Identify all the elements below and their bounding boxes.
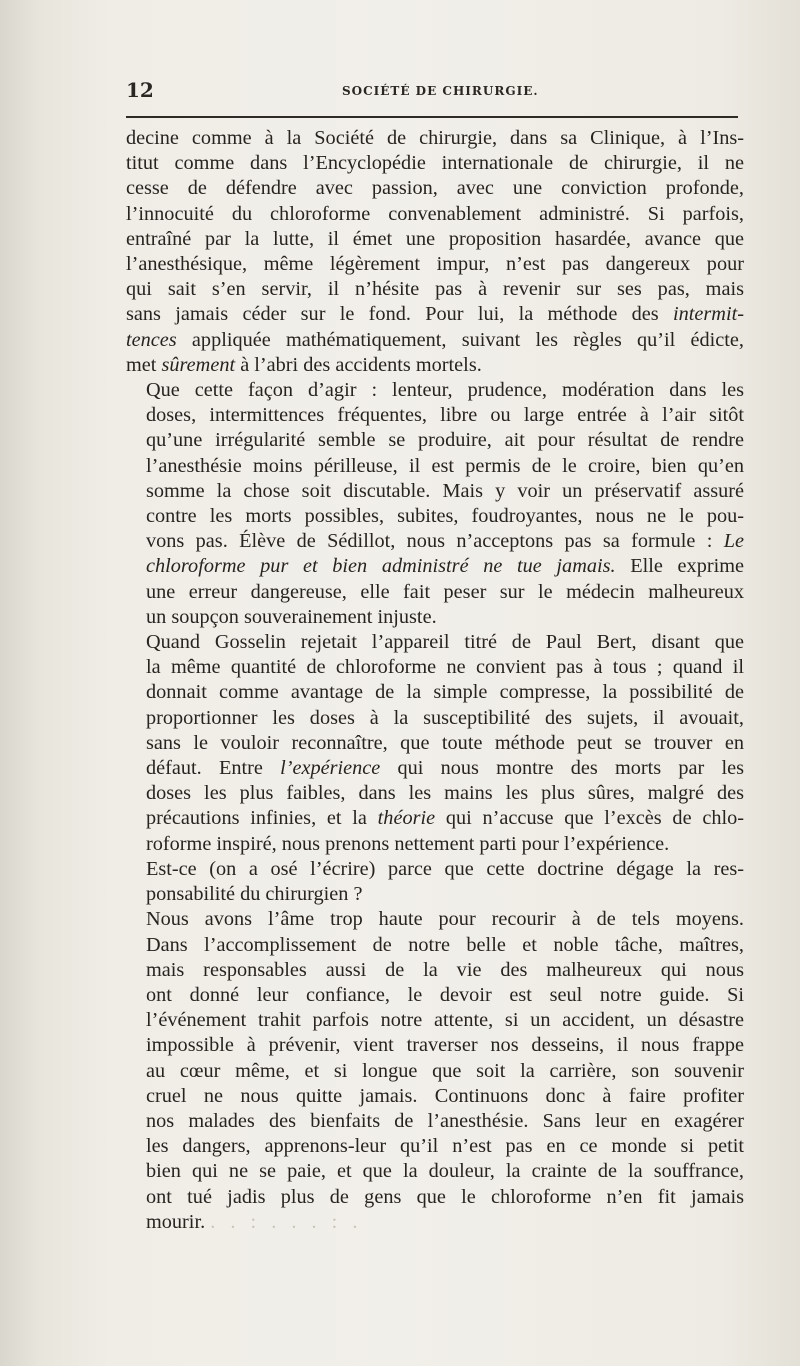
text-line: mais responsables aussi de la vie des malheureux qui nous bbox=[146, 958, 744, 981]
text-line: Quand Gosselin rejetait l’appareil titré de Paul Bert, disant que bbox=[146, 631, 744, 654]
text-line: cruel ne nous quitte jamais. Continuons donc à faire profiter bbox=[146, 1084, 744, 1107]
paragraph-3 bbox=[126, 630, 744, 857]
text-line: ponsabilité du chirurgien ? bbox=[146, 883, 363, 906]
italic-term: Le bbox=[723, 530, 744, 553]
text-line: Est-ce (on a osé l’écrire) parce que cette doctrine dégage la res- bbox=[146, 857, 744, 880]
paragraph-5 bbox=[126, 907, 744, 1235]
text-line: somme la chose soit discutable. Mais y voir un préservatif assuré bbox=[146, 479, 744, 502]
running-title: SOCIÉTÉ DE CHIRURGIE. bbox=[342, 84, 539, 98]
italic-term: intermit- bbox=[673, 303, 744, 326]
text-line: doses, intermittences fréquentes, libre ou large entrée à l’air sitôt bbox=[146, 404, 744, 427]
text-line: l’anesthésique, même légèrement impur, n’est pas dangereux pour bbox=[126, 253, 744, 276]
page-header bbox=[126, 78, 738, 102]
text-line: contre les morts possibles, subites, foudroyantes, nous ne le pou- bbox=[146, 505, 744, 528]
text-line: entraîné par la lutte, il émet une proposition hasardée, avance que bbox=[126, 227, 744, 250]
text-line: ont donné leur confiance, le devoir est seul notre guide. Si bbox=[146, 983, 744, 1006]
faint-print-marks: . . : . . . : . bbox=[210, 1210, 363, 1233]
text-line: doses les plus faibles, dans les mains les plus sûres, malgré des bbox=[146, 782, 744, 805]
text-line: l’événement trahit parfois notre attente, si un accident, un désastre bbox=[146, 1009, 744, 1032]
text-line: l’anesthésie moins périlleuse, il est permis de le croire, bien qu’en bbox=[146, 454, 744, 477]
text-line: ont tué jadis plus de gens que le chloroforme n’en fit jamais bbox=[146, 1185, 744, 1208]
text-line: qui sait s’en servir, il n’hésite pas à revenir sur ses pas, mais bbox=[126, 278, 744, 301]
text-line: cesse de défendre avec passion, avec une conviction profonde, bbox=[126, 177, 744, 200]
text-line: sans le vouloir reconnaître, que toute méthode peut se trouver en bbox=[146, 731, 744, 754]
paragraph-2 bbox=[126, 378, 744, 630]
text-line: la même quantité de chloroforme ne convient pas à tous ; quand il bbox=[146, 656, 744, 679]
text-line: Dans l’accomplissement de notre belle et noble tâche, maîtres, bbox=[146, 933, 744, 956]
text-line: proportionner les doses à la susceptibilité des sujets, il avouait, bbox=[146, 706, 744, 729]
text-line: titut comme dans l’Encyclopédie internationale de chirurgie, il ne bbox=[126, 152, 744, 175]
text-line: qu’une irrégularité semble se produire, ait pour résultat de rendre bbox=[146, 429, 744, 452]
italic-term: sûrement bbox=[161, 353, 236, 376]
text-line: Nous avons l’âme trop haute pour recourir à de tels moyens. bbox=[146, 908, 744, 931]
header-rule bbox=[126, 116, 738, 118]
italic-term: l’expérience bbox=[280, 757, 381, 780]
text-line: défaut. Entre l’expérience qui nous montre des morts par les bbox=[146, 757, 744, 780]
text-line: roforme inspiré, nous prenons nettement parti pour l’expérience. bbox=[146, 832, 670, 855]
text-line: sans jamais céder sur le fond. Pour lui, la méthode des intermit- bbox=[126, 303, 744, 326]
text-line: mourir. . . : . . . : . bbox=[146, 1210, 363, 1233]
text-line: les dangers, apprenons-leur qu’il n’est pas en ce monde si petit bbox=[146, 1135, 744, 1158]
paragraph-4 bbox=[126, 857, 744, 907]
text-line: Que cette façon d’agir : lenteur, prudence, modération dans les bbox=[146, 379, 744, 402]
page-number: 12 bbox=[126, 78, 154, 102]
text-line: l’innocuité du chloroforme convenablement administré. Si parfois, bbox=[126, 202, 744, 225]
text-line: impossible à prévenir, vient traverser nos desseins, il nous frappe bbox=[146, 1034, 744, 1057]
text-line: chloroforme pur et bien administré ne tue jamais. Elle exprime bbox=[146, 555, 745, 578]
text-line: donnait comme avantage de la simple compresse, la possibilité de bbox=[146, 681, 744, 704]
text-line: met sûrement à l’abri des accidents mortels. bbox=[126, 353, 482, 376]
text-line: précautions infinies, et la théorie qui n’accuse que l’excès de chlo- bbox=[146, 807, 744, 830]
text-line: nos malades des bienfaits de l’anesthésie. Sans leur en exagérer bbox=[146, 1109, 744, 1132]
italic-quote: chloroforme pur et bien administré ne tue jamais. bbox=[146, 555, 616, 578]
text-line: une erreur dangereuse, elle fait peser sur le médecin malheureux bbox=[146, 580, 744, 603]
italic-term: tences bbox=[126, 328, 177, 351]
body-text bbox=[126, 126, 744, 1235]
paragraph-1 bbox=[126, 126, 744, 378]
text-line: bien qui ne se paie, et que la douleur, la crainte de la souffrance, bbox=[146, 1160, 744, 1183]
italic-term: théorie bbox=[377, 807, 436, 830]
text-line: decine comme à la Société de chirurgie, dans sa Clinique, à l’Ins- bbox=[126, 127, 744, 149]
text-line: au cœur même, et si longue que soit la carrière, son souvenir bbox=[146, 1059, 744, 1082]
text-line: vons pas. Élève de Sédillot, nous n’acceptons pas sa formule : Le bbox=[146, 530, 744, 553]
text-line: tences appliquée mathématiquement, suivant les règles qu’il édicte, bbox=[126, 328, 744, 351]
text-line: un soupçon souverainement injuste. bbox=[146, 605, 437, 628]
